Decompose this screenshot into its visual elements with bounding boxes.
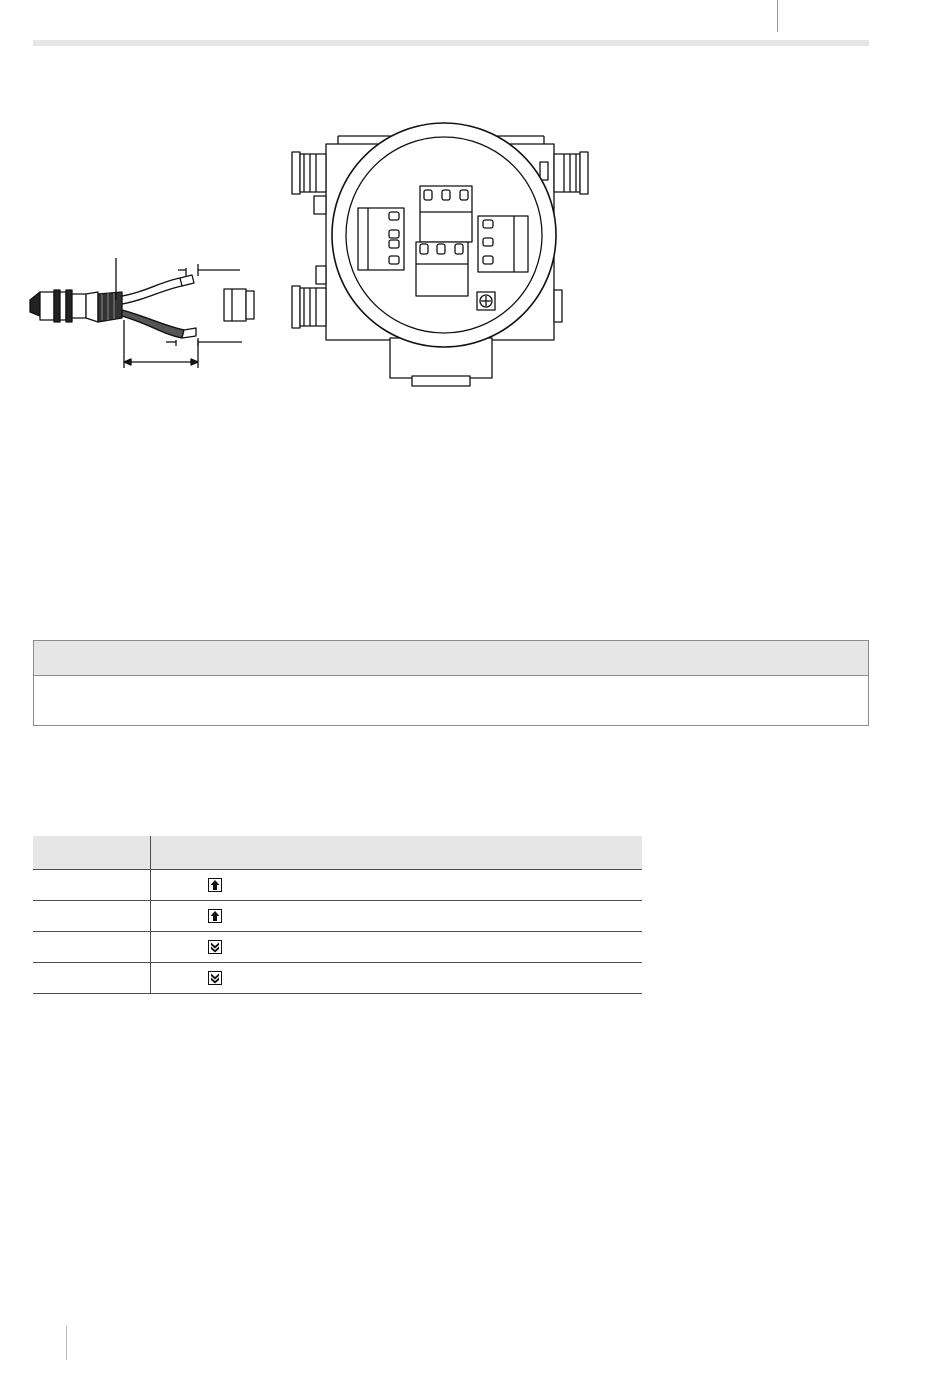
table-cell	[150, 869, 642, 900]
table-cell	[33, 869, 150, 900]
table-row	[33, 931, 642, 962]
table-row	[33, 962, 642, 993]
table-header-col-1	[33, 836, 150, 869]
margin-rule	[66, 1326, 67, 1360]
double-chevron-down-key-icon	[208, 940, 222, 954]
wiring-figure	[0, 0, 950, 400]
arrow-up-key-icon	[208, 878, 222, 892]
table-cell	[33, 931, 150, 962]
table-cell	[33, 962, 150, 993]
table-header-col-2	[150, 836, 642, 869]
notice-title	[34, 641, 868, 676]
table-cell	[150, 900, 642, 931]
notice-text	[34, 676, 868, 692]
table-header-row	[33, 836, 642, 869]
terminal-housing-icon	[292, 123, 588, 386]
table-cell	[33, 900, 150, 931]
cable-gland-icon	[30, 258, 254, 368]
table-row	[33, 900, 642, 931]
table-cell	[150, 962, 642, 993]
key-table	[33, 836, 642, 994]
table-row	[33, 869, 642, 900]
notice-box	[33, 640, 869, 726]
table-cell	[150, 931, 642, 962]
arrow-up-key-icon	[208, 909, 222, 923]
double-chevron-down-key-icon	[208, 971, 222, 985]
